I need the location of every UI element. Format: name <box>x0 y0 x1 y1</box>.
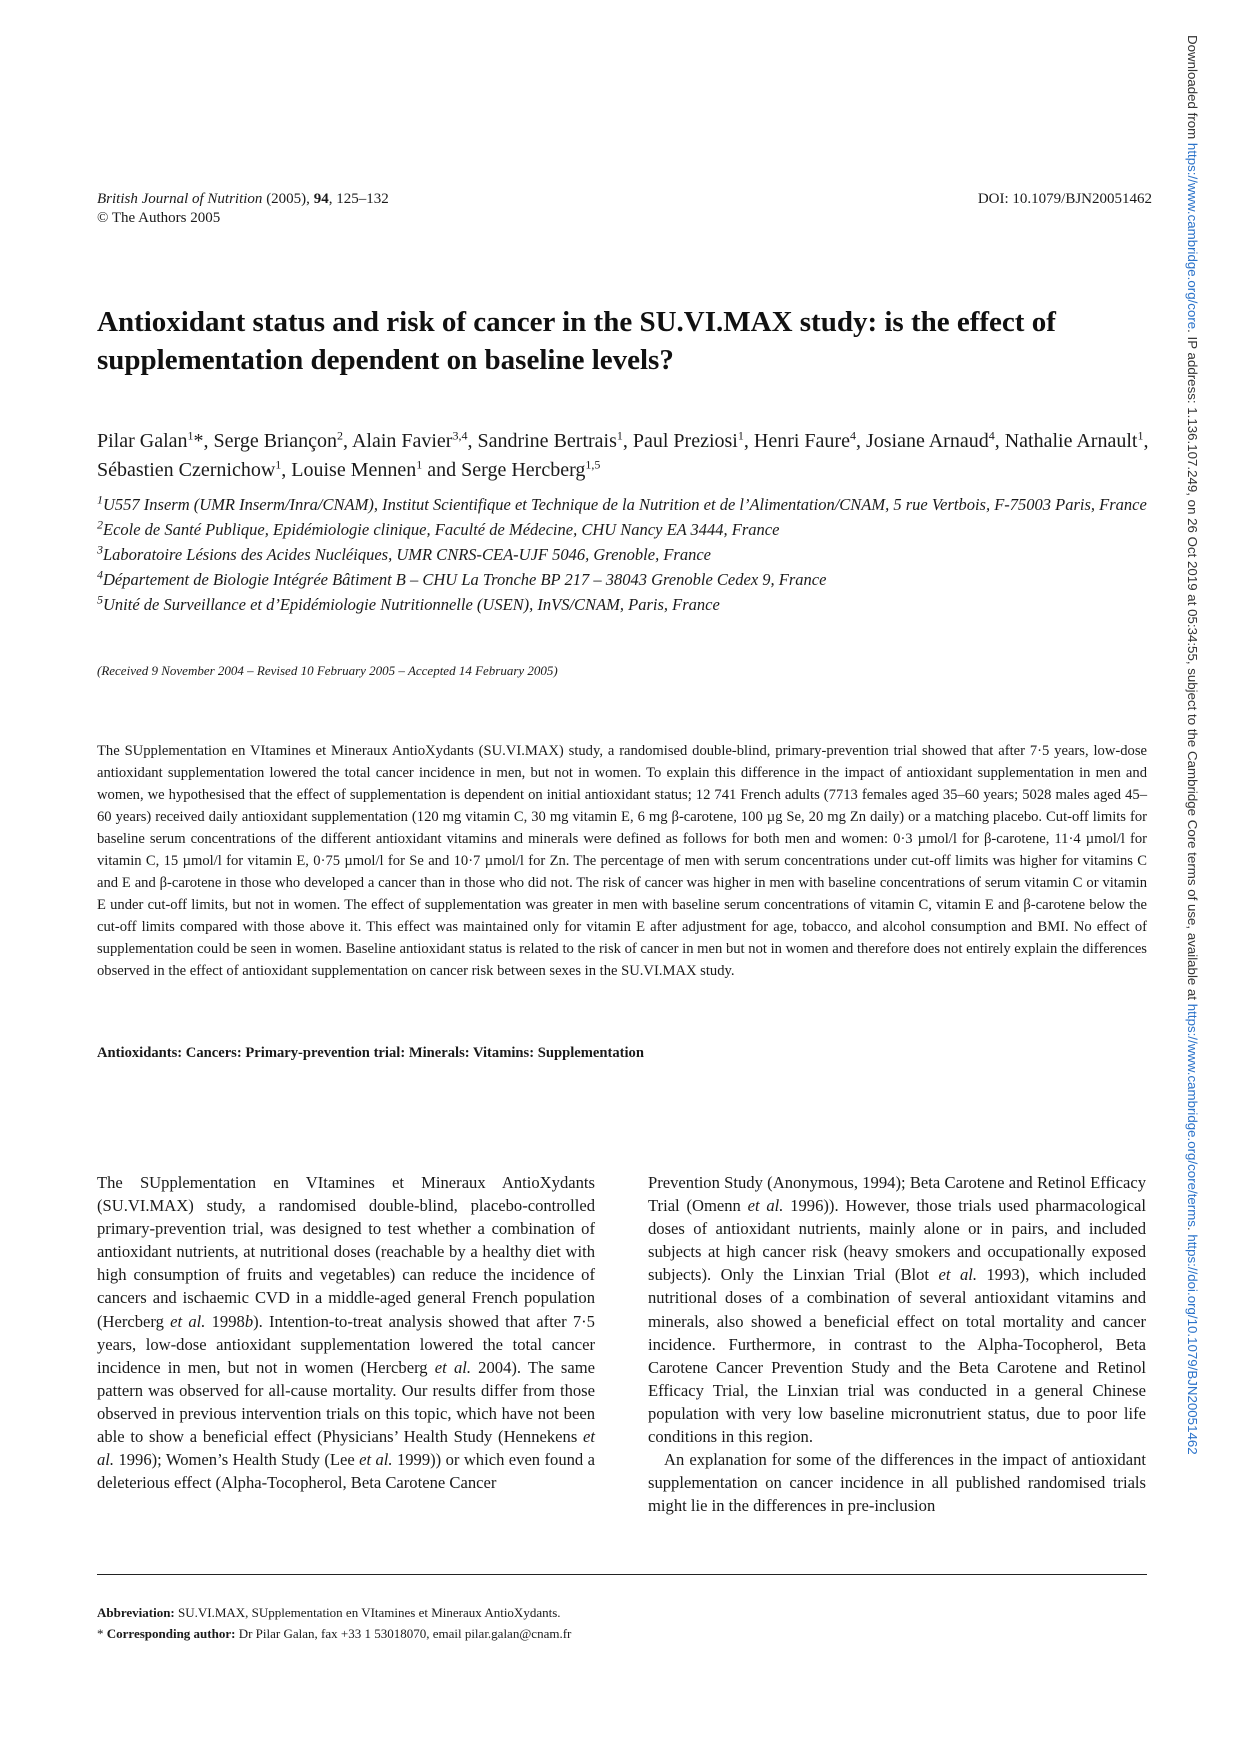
author: Louise Mennen <box>291 459 417 481</box>
author-affiliation-mark: 1,5 <box>585 457 601 472</box>
author-affiliation-mark: 1 <box>187 428 194 443</box>
author-affiliation-mark: 1 <box>416 457 423 472</box>
author: Nathalie Arnault <box>1004 430 1138 452</box>
keywords: Antioxidants: Cancers: Primary-prevention trial: Minerals: Vitamins: Supplementation <box>97 1045 644 1061</box>
author-separator: , <box>994 430 1005 452</box>
body-paragraph: The SUpplementation en VItamines et Mineraux AntioXydants (SU.VI.MAX) study, a randomised double-blind, placebo-controlled primary-prevention trial, was designed to test whether a combination of antioxidant nutrients, at nutritional doses (reachable by a healthy diet with high consumption of fruits and vegetables) can reduce the incidence of cancers and ischaemic CVD in a middle-aged general French population (Hercberg et al. 1998b). Intention-to-treat analysis showed that after 7·5 years, low-dose antioxidant supplementation lowered the total cancer incidence in men, but not in women (Hercberg et al. 2004). The same pattern was observed for all-cause mortality. Our results differ from those observed in previous intervention trials on this topic, which have not been able to show a beneficial effect (Physicians’ Health Study (Hennekens et al. 1996); Women’s Health Study (Lee et al. 1999)) or which even found a deleterious effect (Alpha-Tocopherol, Beta Carotene Cancer <box>97 1173 596 1493</box>
body-paragraph: An explanation for some of the differences in the impact of antioxidant supplementation on cancer incidence in all published randomised trials might lie in the differences in pre-inclusion <box>648 1450 1146 1516</box>
author-affiliation-mark: 1 <box>737 428 744 443</box>
author-affiliation-mark: 3,4 <box>452 428 468 443</box>
author: Serge Hercberg <box>461 459 586 481</box>
doi-link[interactable]: https://doi.org/10.1079/BJN20051462 <box>1185 1234 1200 1455</box>
affiliation-text: Ecole de Santé Publique, Epidémiologie clinique, Faculté de Médecine, CHU Nancy EA 3444, France <box>103 520 780 539</box>
author: Pilar Galan <box>97 430 188 452</box>
footnotes <box>97 1602 571 1644</box>
author-separator: , <box>855 430 866 452</box>
abstract: The SUpplementation en VItamines et Mineraux AntioXydants (SU.VI.MAX) study, a randomised double-blind, primary-prevention trial showed that after 7·5 years, low-dose antioxidant supplementation lowered the total cancer incidence in men, but not in women. To explain this difference in the impact of antioxidant supplementation in men and women, we hypothesised that the effect of supplementation is dependent on initial antioxidant status; 12 741 French adults (7713 females aged 35–60 years; 5028 males aged 45–60 years) received daily antioxidant supplementation (120 mg vitamin C, 30 mg vitamin E, 6 mg β-carotene, 100 µg Se, 20 mg Zn daily) or a matching placebo. Cut-off limits for baseline serum concentrations of the different antioxidant vitamins and minerals were defined as follows for both men and women: 0·3 µmol/l for β-carotene, 11·4 µmol/l for vitamin C, 15 µmol/l for vitamin E, 0·75 µmol/l for Se and 10·7 µmol/l for Zn. The percentage of men with serum concentrations under cut-off limits was higher for vitamins C and E and β-carotene in those who developed a cancer than in those who did not. The risk of cancer was higher in men with baseline concentrations of serum vitamin C or vitamin E under cut-off limits, but not in women. The effect of supplementation was greater in men with baseline serum concentrations of vitamin C, vitamin E and β-carotene below the cut-off limits compared with those above it. This effect was maintained only for vitamin E after adjustment for age, tobacco, and alcohol consumption and BMI. No effect of supplementation could be seen in women. Baseline antioxidant status is related to the risk of cancer in men but not in women and therefore does not entirely explain the differences observed in the effect of antioxidant supplementation on cancer risk between sexes in the SU.VI.MAX study. <box>97 743 1147 979</box>
affiliation-number: 1 <box>97 492 103 507</box>
download-notice: Downloaded from https://www.cambridge.org/core. IP address: 1.136.107.249, on 26 Oct 2019 at 05:34:55, subject to the Cambridge Core terms of use, available at https://www.cambridge.org/core/terms. https://doi.org/10.1079/BJN20051462 <box>1185 35 1200 1455</box>
author-separator: and <box>422 459 462 481</box>
body-column-left <box>97 1171 595 1494</box>
corresponding-mark: * <box>193 430 204 452</box>
author-separator: , <box>467 430 478 452</box>
author-affiliation-mark: 1 <box>275 457 282 472</box>
cambridge-core-link[interactable]: https://www.cambridge.org/core <box>1185 142 1200 330</box>
affiliation-number: 4 <box>97 567 103 582</box>
affiliation-number: 3 <box>97 542 103 557</box>
author-affiliation-mark: 1 <box>616 428 623 443</box>
author: Josiane Arnaud <box>865 430 989 452</box>
abbreviation-footnote: Abbreviation: SU.VI.MAX, SUpplementation en VItamines et Mineraux AntioXydants. <box>97 1605 561 1620</box>
author-separator: , <box>343 430 352 452</box>
journal-name: British Journal of Nutrition <box>97 191 263 207</box>
affiliation <box>97 592 1157 617</box>
affiliation <box>97 492 1157 517</box>
author-separator: , <box>743 430 754 452</box>
author-affiliation-mark: 1 <box>1137 428 1144 443</box>
affiliation-number: 5 <box>97 592 103 607</box>
affiliation-text: Département de Biologie Intégrée Bâtiment B – CHU La Tronche BP 217 – 38043 Grenoble Cedex 9, France <box>103 570 827 589</box>
author: Sébastien Czernichow <box>97 459 276 481</box>
affiliation-text: Unité de Surveillance et d’Epidémiologie Nutritionnelle (USEN), InVS/CNAM, Paris, France <box>103 595 720 614</box>
author: Henri Faure <box>753 430 850 452</box>
author-affiliation-mark: 2 <box>337 428 344 443</box>
article-title: Antioxidant status and risk of cancer in the SU.VI.MAX study: is the effect of supplementation dependent on baseline levels? <box>97 306 1056 376</box>
journal-volume: 94 <box>313 191 329 207</box>
affiliation <box>97 517 1157 542</box>
terms-link[interactable]: https://www.cambridge.org/core/terms <box>1185 1003 1200 1227</box>
received-dates: (Received 9 November 2004 – Revised 10 February 2005 – Accepted 14 February 2005) <box>97 663 558 678</box>
corresponding-author-footnote: * Corresponding author: Dr Pilar Galan, fax +33 1 53018070, email pilar.galan@cnam.fr <box>97 1626 572 1641</box>
author-separator: , <box>281 459 292 481</box>
doi: DOI: 10.1079/BJN20051462 <box>977 191 1152 207</box>
author-separator: , <box>203 430 214 452</box>
affiliation-list <box>97 492 1157 617</box>
affiliation-number: 2 <box>97 517 103 532</box>
journal-year: (2005), <box>266 191 310 207</box>
author: Paul Preziosi <box>632 430 738 452</box>
body-column-right <box>648 1171 1146 1517</box>
author-separator: , <box>1143 430 1149 452</box>
affiliation <box>97 542 1157 567</box>
author-list <box>97 427 1157 485</box>
body-paragraph: Prevention Study (Anonymous, 1994); Beta Carotene and Retinol Efficacy Trial (Omenn et al. 1996)). However, those trials used pharmacological doses of antioxidant nutrients, mainly alone or in pairs, and included subjects at high cancer risk (heavy smokers and occupationally exposed subjects). Only the Linxian Trial (Blot et al. 1993), which included nutritional doses of a combination of several antioxidant vitamins and minerals, also showed a beneficial effect on total mortality and cancer incidence. Furthermore, in contrast to the Alpha-Tocopherol, Beta Carotene Cancer Prevention Study and the Beta Carotene and Retinol Efficacy Trial, the Linxian trial was conducted in a general Chinese population with very low baseline micronutrient status, due to poor life conditions in this region. <box>648 1173 1146 1447</box>
author: Sandrine Bertrais <box>477 430 617 452</box>
author: Serge Briançon <box>213 430 338 452</box>
author: Alain Favier <box>351 430 453 452</box>
author-separator: , <box>622 430 633 452</box>
author-affiliation-mark: 4 <box>988 428 995 443</box>
affiliation-text: Laboratoire Lésions des Acides Nucléiques, UMR CNRS-CEA-UJF 5046, Grenoble, France <box>103 545 711 564</box>
journal-citation <box>97 190 389 228</box>
author-affiliation-mark: 4 <box>849 428 856 443</box>
footnote-divider <box>97 1574 1147 1575</box>
affiliation-text: U557 Inserm (UMR Inserm/Inra/CNAM), Institut Scientifique et Technique de la Nutrition et de l’Alimentation/CNAM, 5 rue Vertbois, F-75003 Paris, France <box>103 495 1147 514</box>
affiliation <box>97 567 1157 592</box>
copyright: © The Authors 2005 <box>97 210 221 226</box>
journal-pages: , 125–132 <box>328 191 389 207</box>
